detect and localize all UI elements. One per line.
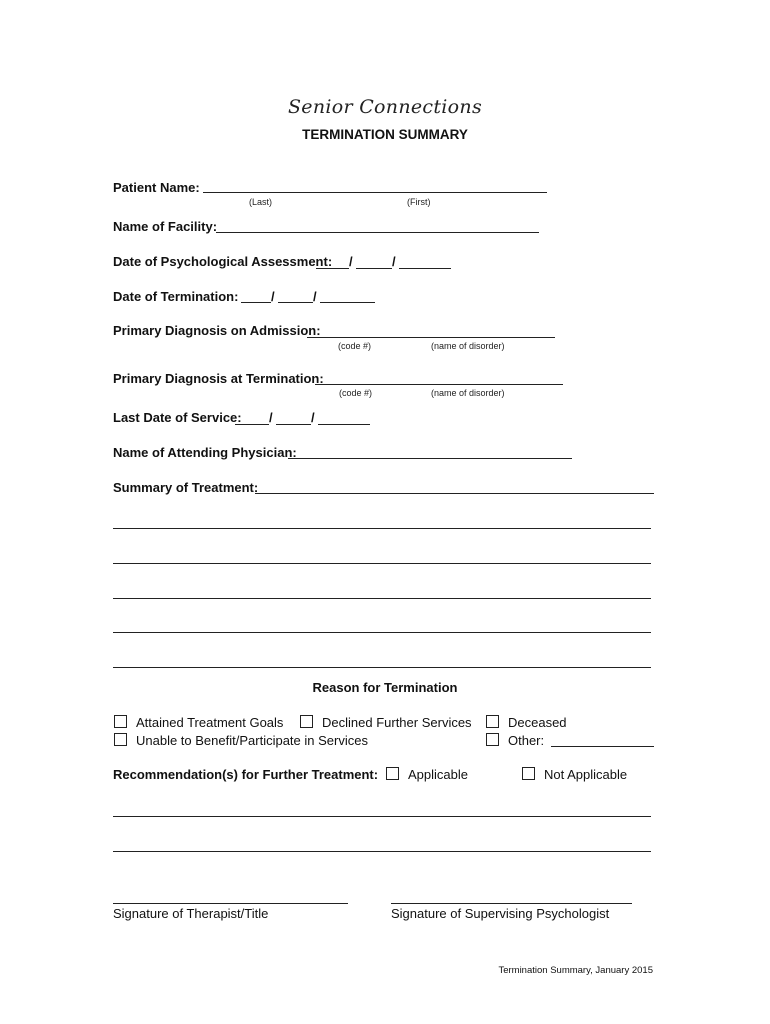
treatment-summary-label: Summary of Treatment: (113, 480, 259, 495)
applicable-label: Applicable (408, 767, 468, 782)
recommendation-label: Recommendation(s) for Further Treatment: (113, 767, 379, 782)
page-footer: Termination Summary, January 2015 (498, 965, 653, 976)
treatment-summary-line[interactable] (113, 598, 651, 599)
supervisor-signature-label: Signature of Supervising Psychologist (391, 906, 610, 921)
psych-assessment-day-field[interactable] (356, 268, 392, 269)
last-service-year-field[interactable] (318, 424, 370, 425)
unable-to-benefit-checkbox[interactable] (114, 733, 127, 746)
other-label: Other: (508, 733, 545, 748)
treatment-summary-line[interactable] (113, 632, 651, 633)
attending-physician-field[interactable] (288, 458, 572, 459)
other-field[interactable] (551, 746, 654, 747)
psych-assessment-month-field[interactable] (316, 268, 349, 269)
declined-services-checkbox[interactable] (300, 715, 313, 728)
treatment-summary-line[interactable] (113, 667, 651, 668)
termination-month-field[interactable] (241, 302, 271, 303)
deceased-label: Deceased (508, 715, 567, 730)
date-slash: / (392, 254, 396, 269)
facility-field[interactable] (216, 232, 539, 233)
unable-to-benefit-label: Unable to Benefit/Participate in Services (136, 733, 368, 748)
therapist-signature-field[interactable] (113, 903, 348, 904)
date-slash: / (313, 289, 317, 304)
attending-physician-label: Name of Attending Physician: (113, 445, 297, 460)
date-slash: / (349, 254, 353, 269)
termination-date-label: Date of Termination: (113, 289, 239, 304)
date-slash: / (271, 289, 275, 304)
recommendation-line[interactable] (113, 851, 651, 852)
diagnosis-termination-name-hint: (name of disorder) (431, 388, 505, 398)
therapist-signature-label: Signature of Therapist/Title (113, 906, 269, 921)
patient-last-hint: (Last) (249, 197, 273, 207)
psych-assessment-date-label: Date of Psychological Assessment: (113, 254, 333, 269)
date-slash: / (311, 410, 315, 425)
deceased-checkbox[interactable] (486, 715, 499, 728)
last-service-date-label: Last Date of Service: (113, 410, 242, 425)
other-checkbox[interactable] (486, 733, 499, 746)
treatment-summary-line[interactable] (255, 493, 654, 494)
facility-label: Name of Facility: (113, 219, 218, 234)
diagnosis-admission-label: Primary Diagnosis on Admission: (113, 323, 321, 338)
applicable-checkbox[interactable] (386, 767, 399, 780)
patient-name-label: Patient Name: (113, 180, 200, 195)
diagnosis-admission-name-hint: (name of disorder) (431, 341, 505, 351)
patient-name-field[interactable] (203, 192, 547, 193)
declined-services-label: Declined Further Services (322, 715, 472, 730)
last-service-day-field[interactable] (276, 424, 311, 425)
form-title: TERMINATION SUMMARY (302, 127, 468, 142)
treatment-summary-line[interactable] (113, 563, 651, 564)
not-applicable-label: Not Applicable (544, 767, 628, 782)
diagnosis-termination-label: Primary Diagnosis at Termination: (113, 371, 324, 386)
supervisor-signature-field[interactable] (391, 903, 632, 904)
not-applicable-checkbox[interactable] (522, 767, 535, 780)
attained-goals-checkbox[interactable] (114, 715, 127, 728)
termination-day-field[interactable] (278, 302, 313, 303)
diagnosis-termination-field[interactable] (315, 384, 563, 385)
diagnosis-admission-code-hint: (code #) (338, 341, 372, 351)
date-slash: / (269, 410, 273, 425)
termination-year-field[interactable] (320, 302, 375, 303)
brand-logo-text: Senior Connections (287, 96, 482, 118)
last-service-month-field[interactable] (235, 424, 269, 425)
recommendation-line[interactable] (113, 816, 651, 817)
treatment-summary-line[interactable] (113, 528, 651, 529)
diagnosis-termination-code-hint: (code #) (339, 388, 373, 398)
attained-goals-label: Attained Treatment Goals (136, 715, 284, 730)
psych-assessment-year-field[interactable] (399, 268, 451, 269)
diagnosis-admission-field[interactable] (307, 337, 555, 338)
reason-section-title: Reason for Termination (312, 680, 458, 695)
patient-first-hint: (First) (407, 197, 431, 207)
